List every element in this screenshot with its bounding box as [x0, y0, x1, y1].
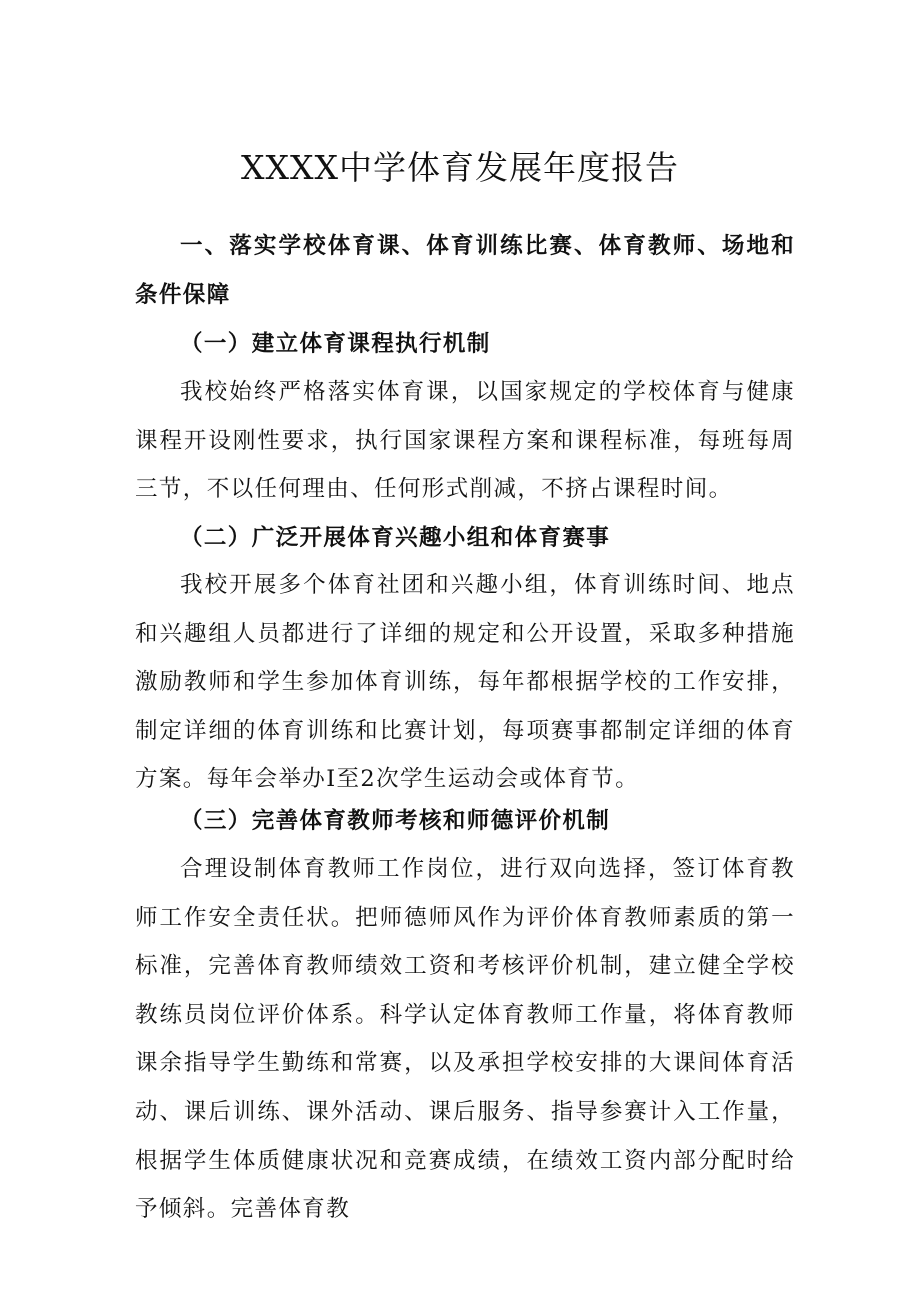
subsection-heading-3: （三）完善体育教师考核和师德评价机制 — [180, 808, 611, 834]
section-heading: 一、落实学校体育课、体育训练比赛、体育教师、场地和条件保障 — [135, 233, 795, 308]
subsection-body-1: 我校始终严格落实体育课，以国家规定的学校体育与健康课程开设刚性要求，执行国家课程方案和课程标准，每班每周三节，不以任何理由、任何形式削减，不挤占课程时间。 — [135, 379, 795, 503]
subsection-heading-2: （二）广泛开展体育兴趣小组和体育赛事 — [180, 525, 611, 551]
subsection-body-3: 合理设制体育教师工作岗位，进行双向选择，签订体育教师工作安全责任状。把师德师风作为评价体育教师素质的第一标准，完善体育教师绩效工资和考核评价机制，建立健全学校教练员岗位评价体系。科学认定体育教师工作量，将体育教师课余指导学生勤练和常赛，以及承担学校安排的大课间体育活动、课后训练、课外活动、课后服务、指导参赛计入工作量，根据学生体质健康状况和竞赛成绩，在绩效工资内部分配时给予倾斜。完善体育教 — [135, 856, 795, 1223]
subsection-heading-1: （一）建立体育课程执行机制 — [180, 331, 491, 357]
subsection-body-2: 我校开展多个体育社团和兴趣小组，体育训练时间、地点和兴趣组人员都进行了详细的规定和公开设置，采取多种措施激励教师和学生参加体育训练，每年都根据学校的工作安排，制定详细的体育训练和比赛计划，每项赛事都制定详细的体育方案。每年会举办I至2次学生运动会或体育节。 — [135, 572, 795, 793]
document-title: XXXX中学体育发展年度报告 — [241, 148, 679, 188]
